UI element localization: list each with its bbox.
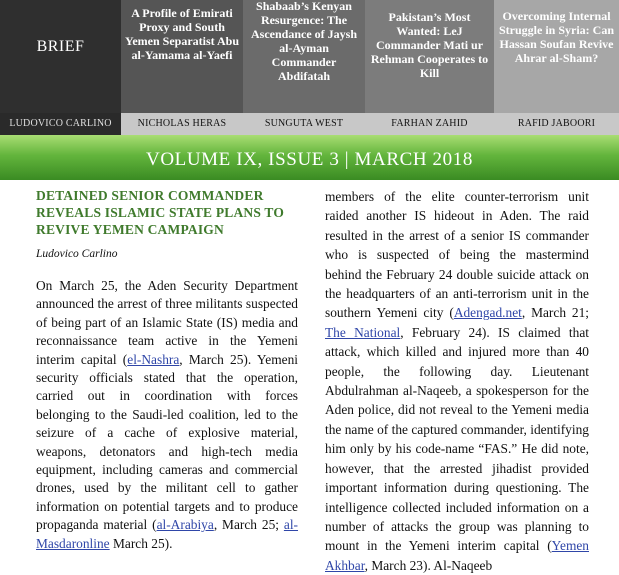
- paragraph-text: , March 21;: [521, 305, 589, 321]
- contents-item-author: FARHAN ZAHID: [365, 113, 494, 135]
- contents-item-brief[interactable]: [0, 0, 121, 135]
- source-link-the-national[interactable]: The National: [325, 324, 401, 340]
- article-paragraph: [325, 187, 589, 575]
- paragraph-text: , February 24). IS claimed that attack, which killed and injured more than 40 people, the following day. Lieutenant Abdulrahman al-Naqeeb, a spokesperson for the Aden police, did not reveal to the Yemeni media the name of the captured commander, identifying him only by his code-name “FAS.” He did note, however, that the arrested jihadist provided important information during questioning. The intelligence collected included information on a number of attacks the group was planning to mount in the Yemeni interim capital (: [325, 324, 589, 554]
- contents-item-author: LUDOVICO CARLINO: [0, 113, 121, 135]
- article-title: DETAINED SENIOR COMMANDER REVEALS ISLAMIC STATE PLANS TO REVIVE YEMEN CAMPAIGN: [36, 188, 285, 237]
- contents-item-abu-al-yamama[interactable]: [121, 0, 243, 135]
- article-column-left: [36, 187, 298, 553]
- paragraph-text: , March 25;: [213, 517, 284, 533]
- contents-item-title: Pakistan’s Most Wanted: LeJ Commander Mati ur Rehman Cooperates to Kill: [370, 10, 489, 80]
- paragraph-text: On March 25, the Aden Security Department announced the arrest of three militants suspected of being part of an Islamic State (IS) media and reconnaissance team active in the Yemeni interim capital (: [36, 278, 298, 367]
- source-link-el-nashra[interactable]: el-Nashra: [127, 351, 180, 367]
- contents-item-ahrar-al-sham[interactable]: [494, 0, 619, 135]
- issue-contents-header: [0, 0, 619, 135]
- source-link-al-arabiya[interactable]: al-Arabiya: [156, 517, 214, 533]
- contents-item-shabaab-kenya[interactable]: [243, 0, 365, 135]
- article-column-right: [325, 187, 589, 575]
- article-paragraph: [36, 277, 298, 553]
- volume-banner: [0, 135, 619, 180]
- contents-item-author: SUNGUTA WEST: [243, 113, 365, 135]
- paragraph-text: members of the elite counter-terrorism unit raided another IS hideout in Aden. The raid resulted in the arrest of a senior IS commander who is suspected of being the mastermind behind the February 24 double suicide attack on the headquarters of an anti-terrorism unit in the southern Yemeni city (: [325, 189, 589, 321]
- paragraph-text: , March 23). Al-Naqeeb: [364, 557, 493, 573]
- paragraph-text: March 25).: [109, 535, 173, 551]
- source-link-adengad[interactable]: Adengad.net: [453, 305, 522, 321]
- article-author: Ludovico Carlino: [36, 248, 118, 260]
- contents-item-author: NICHOLAS HERAS: [121, 113, 243, 135]
- contents-item-title: A Profile of Emirati Proxy and South Yemen Separatist Abu al-Yamama al-Yaefi: [125, 6, 240, 62]
- contents-item-lej-commander[interactable]: [365, 0, 494, 135]
- paragraph-text: , March 25). Yemeni security officials stated that the operation, carried out in coordination with forces belonging to the Saudi-led coalition, led to the seizure of a cache of explosive material, weapons, detonators and high-tech media equipment, including cameras and commercial drones, used by the militant cell to gather information on potential targets and to produce propaganda material (: [36, 351, 298, 533]
- contents-item-title: Shabaab’s Kenyan Resurgence: The Ascendance of Jaysh al-Ayman Commander Abdifatah: [250, 0, 357, 83]
- source-link-al-masdaronline[interactable]: al-Masdaronline: [36, 517, 299, 551]
- contents-item-author: RAFID JABOORI: [494, 113, 619, 135]
- source-link-yemen-akhbar[interactable]: Yemen Akhbar: [325, 538, 589, 573]
- contents-item-title: BRIEF: [36, 38, 85, 55]
- volume-issue-date: VOLUME IX, ISSUE 3 | MARCH 2018: [146, 149, 473, 170]
- contents-item-title: Overcoming Internal Struggle in Syria: Can Hassan Soufan Revive Ahrar al-Sham?: [498, 9, 614, 65]
